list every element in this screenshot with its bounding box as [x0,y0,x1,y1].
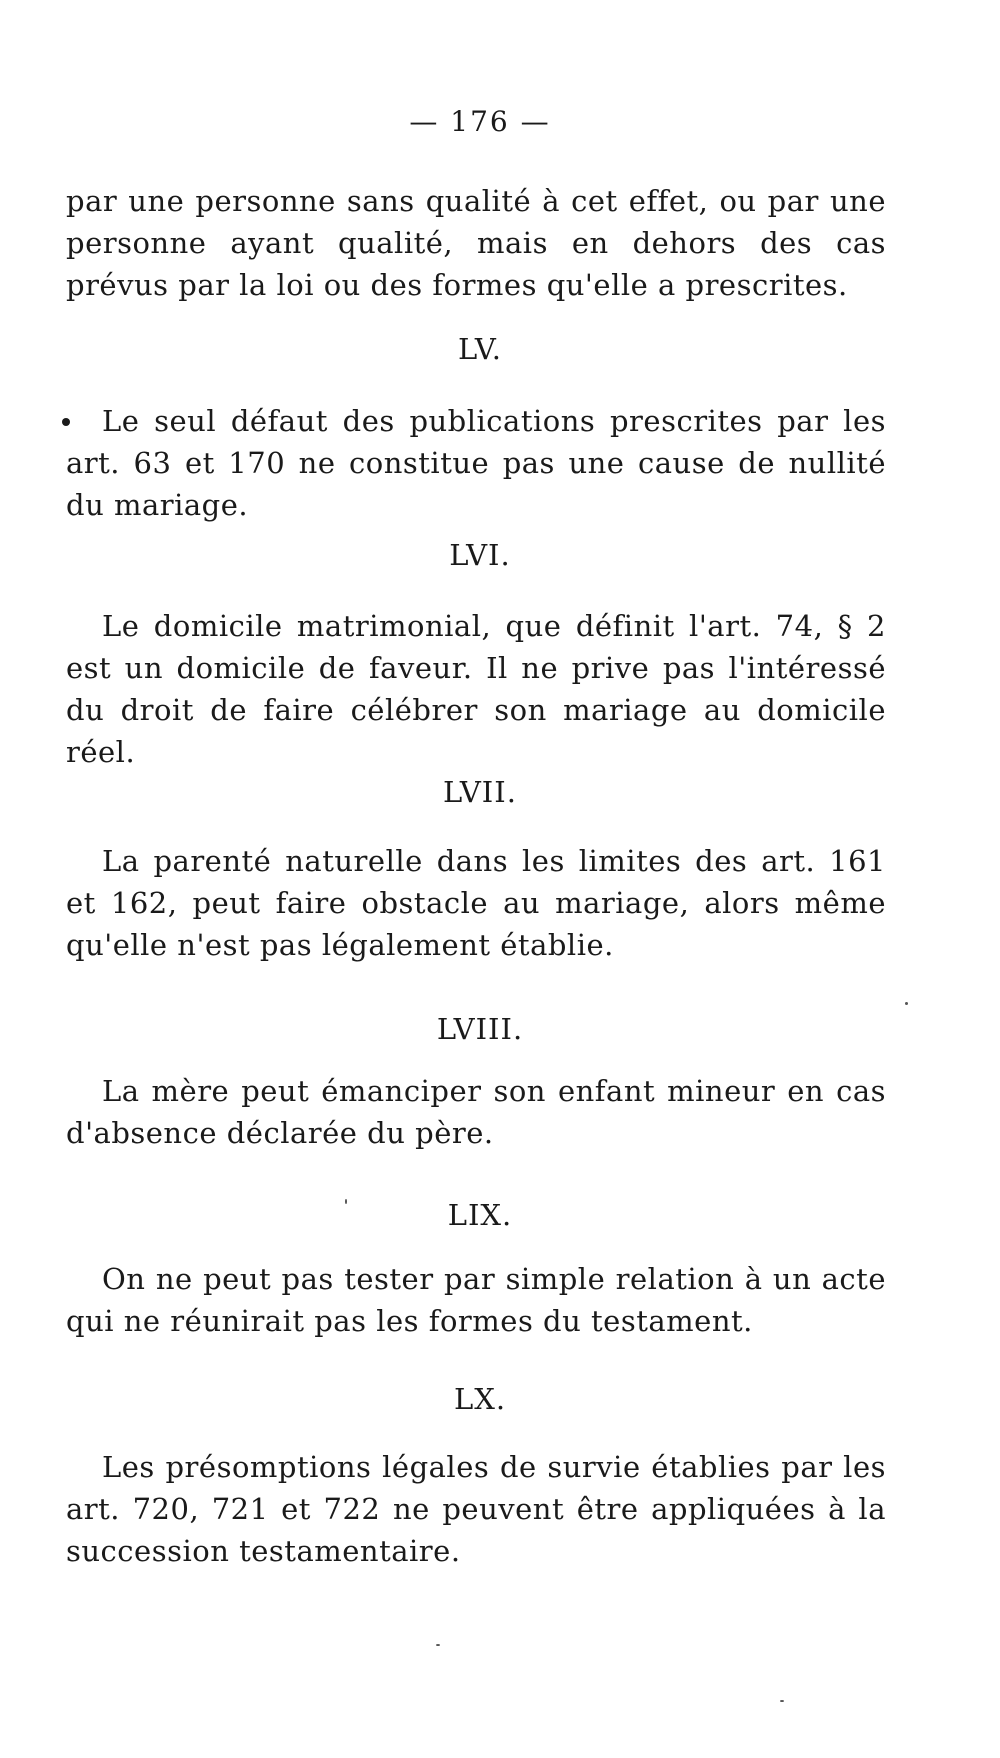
paragraph-lx: Les présomptions légales de survie établies par les art. 720, 721 et 722 ne peuvent être appliquées à la succession testamentaire. [66,1450,886,1568]
section-heading-lviii: LVIII. [436,1012,524,1046]
section-heading-lv: LV. [458,332,502,366]
page-number: — 176 — [409,105,551,138]
paragraph-lvii: La parenté naturelle dans les limites des art. 161 et 162, peut faire obstacle au mariage, alors même qu'elle n'est pas légalement établie. [66,844,886,962]
paper-speck [345,1199,347,1204]
paragraph-lix: On ne peut pas tester par simple relation à un acte qui ne réunirait pas les formes du testament. [66,1262,886,1338]
paper-speck [436,1644,440,1646]
paragraph-lviii: La mère peut émanciper son enfant mineur en cas d'absence déclarée du père. [66,1074,886,1150]
paragraph-lvi: Le domicile matrimonial, que définit l'art. 74, § 2 est un domicile de faveur. Il ne prive pas l'intéressé du droit de faire célébrer son mariage au domicile réel. [66,609,886,769]
paragraph-continuation: par une personne sans qualité à cet effet, ou par une personne ayant qualité, mais en dehors des cas prévus par la loi ou des formes qu'elle a prescrites. [66,184,886,302]
section-heading-lx: LX. [453,1382,507,1416]
paper-speck [780,1700,784,1702]
paper-speck [905,1002,908,1005]
section-heading-lvi: LVI. [449,538,511,572]
section-heading-lvii: LVII. [443,775,517,809]
section-heading-lix: LIX. [447,1198,513,1232]
paragraph-lv: Le seul défaut des publications prescrites par les art. 63 et 170 ne constitue pas une cause de nullité du mariage. [66,404,886,522]
